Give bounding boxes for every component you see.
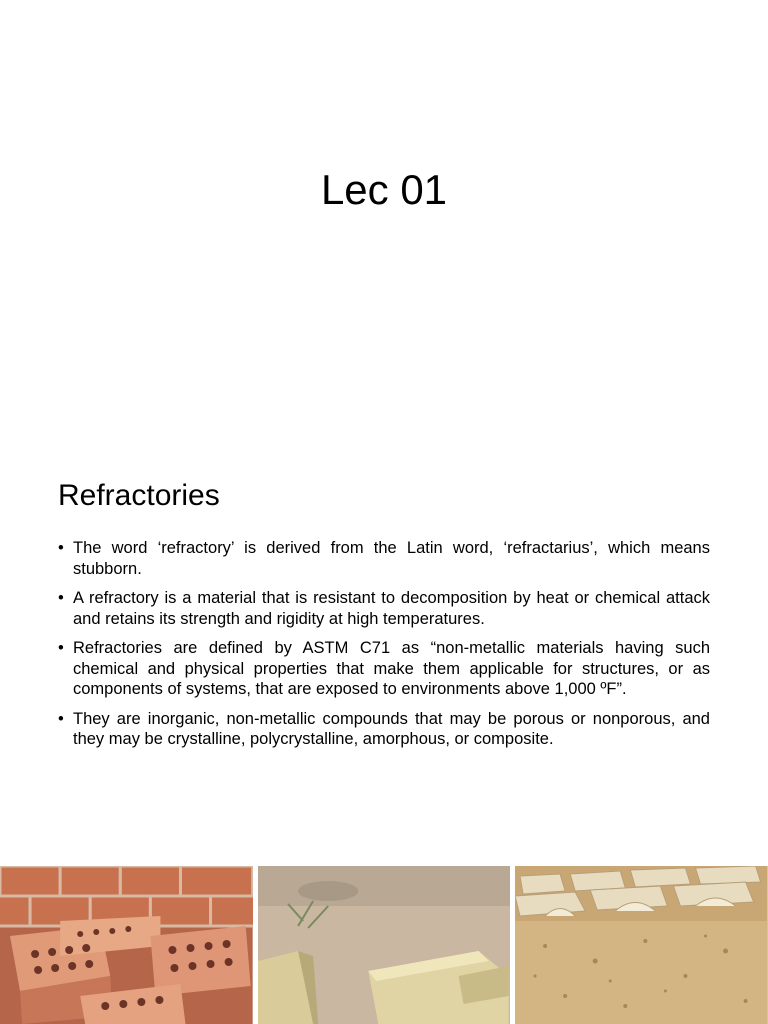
bullet-marker: • [58, 709, 64, 728]
bullet-marker: • [58, 639, 64, 657]
section-heading: Refractories [58, 479, 220, 512]
photo-red-bricks [0, 866, 253, 1024]
bullet-marker: • [58, 589, 64, 607]
photo-strip [0, 866, 768, 1024]
bullet-item [58, 709, 710, 750]
bullet-marker: • [58, 539, 64, 557]
title-slide [0, 0, 768, 432]
bullet-item [58, 588, 710, 629]
content-slide [0, 432, 768, 1024]
bullet-list [58, 538, 710, 759]
bullet-text: The word ‘refractory’ is derived from the Latin word, ‘refractarius’, which means stubborn. [73, 539, 710, 578]
slide-title: Lec 01 [320, 166, 448, 213]
bullet-text: Refractories are defined by ASTM C71 as “non-metallic materials having such chemical and physical properties that make them applicable for structures, or as components of systems, that are exposed to environments above 1,000 ºF”. [73, 639, 710, 698]
photo-refractory-tiles [515, 866, 768, 1024]
bullet-item [58, 538, 710, 579]
bullet-text: A refractory is a material that is resistant to decomposition by heat or chemical attack and retains its strength and rigidity at high temperatures. [73, 589, 710, 628]
bullet-text: They are inorganic, non-metallic compounds that may be porous or nonporous, and they may be crystalline, polycrystalline, amorphous, or composite. [73, 709, 710, 748]
bullet-item [58, 638, 710, 700]
photo-fire-bricks [258, 866, 511, 1024]
